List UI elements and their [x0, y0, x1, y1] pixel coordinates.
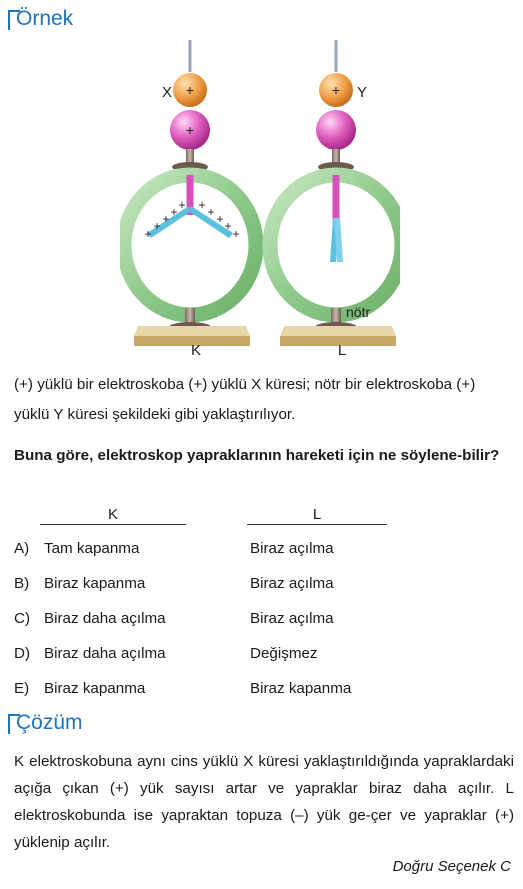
knob-k-stem [186, 149, 194, 163]
option-letter: C) [14, 610, 31, 627]
label-l: L [337, 342, 347, 359]
svg-text:+: + [232, 227, 240, 241]
svg-text:+: + [162, 212, 170, 226]
svg-text:+: + [198, 198, 206, 212]
option-e[interactable] [14, 674, 514, 704]
option-k-answer: Biraz daha açılma [44, 610, 166, 627]
example-heading-text: Örnek [16, 7, 74, 30]
option-l-answer: Biraz açılma [250, 540, 334, 557]
option-c[interactable] [14, 604, 514, 634]
intro-text: (+) yüklü bir elektroskoba (+) yüklü X küresi; nötr bir elektroskoba (+) yüklü Y küresi şekildeki gibi yaklaştırılıyor. [14, 376, 476, 423]
solution-heading [8, 711, 128, 744]
svg-text:+: + [144, 227, 152, 241]
svg-text:+: + [178, 198, 186, 212]
option-k-answer: Biraz kapanma [44, 680, 146, 697]
svg-text:+: + [216, 212, 224, 226]
electroscope-l [270, 40, 400, 359]
svg-text:+: + [224, 219, 232, 233]
sphere-y-label: Y [357, 84, 368, 101]
base-k-top [134, 326, 250, 336]
option-k-answer: Biraz kapanma [44, 575, 146, 592]
option-letter: A) [14, 540, 30, 557]
option-a[interactable] [14, 534, 514, 564]
neutral-label: nötr [346, 304, 371, 320]
example-heading [8, 7, 128, 40]
option-l-answer: Değişmez [250, 645, 318, 662]
sphere-x-label: X [162, 84, 173, 101]
answer-text: Doğru Seçenek C [392, 858, 511, 875]
column-header-k: K [40, 506, 186, 525]
option-l-answer: Biraz açılma [250, 610, 334, 627]
svg-text:+: + [170, 205, 178, 219]
solution-text: K elektroskobuna aynı cins yüklü X küresi yaklaştırıldığında yapraklardaki açığa çıkan (+) yük sayısı artar ve yapraklar biraz daha açılır. L elektroskobunda ise yapraktan topuza (–) yük ge-çer ve yapraklar (+) yüklenip açılır. [14, 753, 514, 851]
knob-k-charge: + [185, 122, 195, 138]
question-text: Buna göre, elektroskop yapraklarının hareketi için ne söylene-bilir? [14, 447, 500, 464]
label-k: K [190, 342, 202, 359]
svg-text:+: + [207, 205, 215, 219]
svg-text:+: + [153, 219, 161, 233]
option-d[interactable] [14, 639, 514, 669]
option-k-answer: Biraz daha açılma [44, 645, 166, 662]
option-k-answer: Tam kapanma [44, 540, 140, 557]
sphere-y-charge: + [331, 82, 341, 98]
option-letter: D) [14, 645, 31, 662]
rod-l [333, 175, 340, 220]
knob-l-stem [332, 149, 340, 163]
option-letter: B) [14, 575, 30, 592]
solution-heading-text: Çözüm [16, 711, 83, 734]
electroscope-figure [120, 40, 400, 360]
base-l-top [280, 326, 396, 336]
knob-l [316, 110, 356, 150]
electroscope-k [124, 40, 256, 359]
column-header-l: L [247, 506, 387, 525]
option-l-answer: Biraz açılma [250, 575, 334, 592]
option-l-answer: Biraz kapanma [250, 680, 352, 697]
sphere-x-charge: + [185, 82, 195, 98]
option-b[interactable] [14, 569, 514, 599]
option-letter: E) [14, 680, 30, 697]
